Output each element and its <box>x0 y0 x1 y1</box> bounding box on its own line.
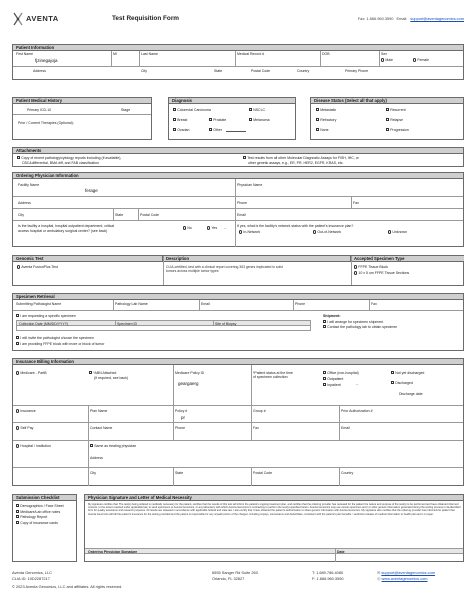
attachment-molecular-option[interactable]: Test results from all other Molecular Diagnostic Assays for FISH, IHC, or <box>243 156 359 160</box>
checklist-checkbox[interactable] <box>16 504 19 507</box>
header-fax: Fax: 1.866.960.3590 <box>357 16 394 21</box>
diagnosis-option[interactable]: Colorectal Carcinoma <box>173 108 211 112</box>
outpatient-option[interactable]: Outpatient <box>323 377 343 381</box>
physician-name-label: Physician Name <box>237 183 263 187</box>
specimen-sections-option[interactable]: 10 x 5 um FFPE Tissue Sections <box>354 271 409 275</box>
dob-label: DOB <box>322 52 330 56</box>
disease-checkbox[interactable] <box>316 108 319 111</box>
hospital-country-label: Country <box>341 471 354 475</box>
arrow-right-icon: → <box>223 226 227 230</box>
diagnosis-checkbox[interactable] <box>173 108 176 111</box>
form-title: Test Requisition Form <box>112 15 179 22</box>
providing-ffpe-option[interactable]: I am providing FFPE block with more or block of tumor <box>16 342 104 346</box>
patient-row-1 <box>13 51 463 66</box>
insurance-billing-section <box>12 358 464 486</box>
insurance-option[interactable]: Insurance <box>16 409 36 413</box>
primary-icd-label: Primary ICD-10 <box>27 108 52 112</box>
disease-option[interactable]: Progression <box>386 128 409 132</box>
disease-status-header: Disease Status (Select all that apply) <box>311 98 463 104</box>
physician-signature-section <box>84 494 464 562</box>
diagnosis-checkbox[interactable] <box>173 128 176 131</box>
hospital-option[interactable]: Hospital / Institution <box>16 444 51 448</box>
network-status-question: If yes, what is the facility's network status with the patient's insurance plan? <box>237 224 354 228</box>
discharged-option[interactable]: Discharged <box>391 381 413 385</box>
sex-female-radio[interactable] <box>413 58 416 61</box>
hospital-city-row <box>13 467 463 486</box>
diagnosis-option[interactable]: Melanoma <box>249 118 270 122</box>
medical-history-header: Patient Medical History <box>13 98 151 104</box>
test-selection-section <box>12 255 464 286</box>
attachment-molecular-detail: other genetic assays, e.g., ER, PR, HER2, EGFR, KRAS, etc. <box>248 160 344 165</box>
checklist-item[interactable]: Demographics / Face Sheet <box>16 504 64 508</box>
submission-checklist-header: Submission Checklist <box>13 495 76 501</box>
prior-therapies-label: Prior / Current Therapies (Optional): <box>18 121 74 125</box>
disease-checkbox[interactable] <box>316 128 319 131</box>
patient-information-header: Patient Information <box>13 45 463 51</box>
brand-logo <box>12 12 59 26</box>
prior-therapies-row <box>13 114 151 140</box>
diagnosis-option[interactable]: NSCLC <box>249 108 265 112</box>
arrange-shipment-checkbox[interactable] <box>323 320 326 323</box>
patient-row-2 <box>13 66 463 80</box>
discharge-date-label: Discharge date <box>399 392 423 396</box>
first-name-label: First Name <box>16 52 34 56</box>
disease-option[interactable]: Metastatic <box>316 108 336 112</box>
prior-authorization-label: Prior Authorization # <box>341 409 373 413</box>
signature-entry-row <box>85 553 463 562</box>
first-name-field[interactable]: fjzinegajoja <box>35 58 58 63</box>
ordering-physician-header: Ordering Physician Information <box>13 173 463 179</box>
diagnosis-section <box>168 97 296 140</box>
pathologist-email-label: Email <box>201 301 210 306</box>
office-option[interactable]: Office (non-hospital) <box>323 371 359 375</box>
providing-ffpe-checkbox[interactable] <box>16 342 19 345</box>
diagnosis-option[interactable]: Prostate <box>209 118 226 122</box>
disease-option[interactable]: Refractory <box>316 118 336 122</box>
billing-fax-label: Fax <box>253 426 259 430</box>
hospital-state-label: State <box>175 471 184 475</box>
insurance-billing-header: Insurance Billing Information <box>13 359 463 365</box>
checklist-item[interactable]: Medicare/Lab office notes <box>16 510 60 514</box>
physician-row-1 <box>13 179 463 196</box>
footer-company: Aventa Genomics, LLC <box>12 570 52 575</box>
signature-date-field[interactable] <box>336 554 464 563</box>
physician-address-label: Address <box>18 201 31 205</box>
physician-email-label: Email <box>237 213 246 217</box>
stage-label: Stage <box>121 108 131 112</box>
checklist-item[interactable]: Copy of insurance cards <box>16 521 58 525</box>
self-pay-row <box>13 422 463 440</box>
ordering-physician-section <box>12 172 464 247</box>
site-biopsy-label: Site of Biopsy <box>215 321 237 326</box>
aventa-logo-icon <box>12 12 24 26</box>
country-label: Country <box>297 69 310 73</box>
page-footer <box>12 566 464 596</box>
specimen-id-label: Specimen ID <box>117 321 138 326</box>
header-email-link[interactable]: support@aventagenomics.com <box>410 16 464 21</box>
pathology-lab-label: Pathology Lab Name <box>115 301 148 306</box>
policy-number-field[interactable]: pr <box>181 415 186 420</box>
checklist-checkbox[interactable] <box>16 510 19 513</box>
specimen-block-radio[interactable] <box>354 265 357 268</box>
hospital-address-label: Address <box>90 456 103 460</box>
diagnosis-other-line[interactable] <box>226 131 246 132</box>
test-description: CLIA-certified, test with a clinical report covering 363 genes implicated in solid tumors across multiple tumor types <box>166 265 283 274</box>
signature-field[interactable] <box>85 554 335 563</box>
same-as-physician-checkbox[interactable] <box>90 444 93 447</box>
attachment-checkbox[interactable] <box>243 156 246 159</box>
attachment-pathology-detail: CBC&differential, BMA diff, and FAB classification <box>22 160 99 165</box>
checklist-checkbox[interactable] <box>16 521 19 524</box>
primary-phone-label: Primary Phone <box>345 69 369 73</box>
outpatient-checkbox[interactable] <box>323 377 326 380</box>
out-network-option[interactable]: Out-of-Network <box>313 230 341 234</box>
footer-email-link[interactable]: support@aventagenomics.com <box>381 570 436 575</box>
diagnosis-option[interactable]: Ovarian <box>173 128 189 132</box>
physician-signature-header: Physician Signature and Letter of Medical Necessity <box>85 495 463 501</box>
medicare-option[interactable]: Medicare - PartB <box>16 371 47 375</box>
in-network-option[interactable]: In-Network <box>239 230 260 234</box>
physician-postal-label: Postal Code <box>140 213 160 217</box>
abn-option[interactable]: *ABN Attached <box>89 371 116 375</box>
patient-status-label-2: of specimen collection: <box>253 375 289 379</box>
specimen-block-option[interactable]: FFPE Tissue Block <box>354 265 388 269</box>
same-as-physician-option[interactable]: Same as treating physician <box>90 444 136 448</box>
not-discharged-checkbox[interactable] <box>391 371 394 374</box>
medical-history-section <box>12 97 152 140</box>
sex-male-option[interactable]: Male <box>381 58 393 62</box>
disease-checkbox[interactable] <box>386 108 389 111</box>
network-question-line2: access hospital or ambulatory surgical center? (see back) <box>18 228 108 233</box>
last-name-label: Last Name <box>141 52 158 56</box>
diagnosis-header: Diagnosis <box>169 98 295 104</box>
specimen-detail-entry[interactable] <box>16 326 311 331</box>
attachments-section <box>12 147 464 167</box>
hospital-radio[interactable] <box>16 444 19 447</box>
physician-row-3 <box>13 208 463 220</box>
footer-fax: F: 1.866.960.3590 <box>312 576 344 581</box>
network-yes-option[interactable]: Yes <box>207 226 217 230</box>
network-yes-radio[interactable] <box>207 226 210 229</box>
sex-male-radio[interactable] <box>381 58 384 61</box>
requesting-specimen-option[interactable]: I am requesting a specific specimen <box>16 314 76 318</box>
insurance-radio[interactable] <box>16 409 19 412</box>
attachment-pathology-option[interactable]: Copy of recent pathology/cytology reports including (if available), <box>17 156 121 160</box>
postal-label: Postal Code <box>251 69 271 73</box>
insurance-plan-row <box>13 405 463 422</box>
address-label: Address <box>33 69 46 73</box>
collection-date-label: Collection Date (MM/DD/YYYY) <box>19 321 69 326</box>
submitting-pathologist-label: Submitting Pathologist Name <box>16 301 62 306</box>
out-network-radio[interactable] <box>313 230 316 233</box>
disease-status-section <box>310 97 464 140</box>
city-label: City <box>141 69 148 73</box>
group-number-label: Group # <box>253 409 266 413</box>
disease-checkbox[interactable] <box>316 118 319 121</box>
pathologist-phone-label: Phone <box>295 301 306 306</box>
fusionplus-test-option[interactable]: Aventa FusionPlus Test <box>17 265 58 269</box>
contact-lab-option[interactable]: Contact the pathology lab to obtain specimen <box>323 325 397 329</box>
pathologist-fax-label: Fax <box>371 301 377 306</box>
diagnosis-option[interactable]: Breast <box>173 118 187 122</box>
physician-fax-label: Fax <box>353 201 359 205</box>
specimen-retrieval-header: Specimen Retrieval <box>13 294 463 300</box>
physician-state-label: State <box>115 213 124 217</box>
diagnosis-option[interactable]: Other <box>209 128 222 132</box>
arrange-shipment-option[interactable]: I will arrange for specimen shipment <box>323 320 383 324</box>
globe-icon: ◎ <box>377 576 382 581</box>
header-email-label: Email: <box>396 16 408 21</box>
abn-note: (If required, see back) <box>94 376 129 380</box>
diagnosis-checkbox[interactable] <box>209 118 212 121</box>
specimen-type-header: Accepted Specimen Type <box>351 256 464 262</box>
fusionplus-test-radio[interactable] <box>17 265 20 268</box>
office-checkbox[interactable] <box>323 371 326 374</box>
sex-label: Sex <box>381 52 388 56</box>
disease-checkbox[interactable] <box>386 118 389 121</box>
in-network-radio[interactable] <box>239 230 242 233</box>
network-no-radio[interactable] <box>183 226 186 229</box>
specimen-options-area <box>13 310 463 350</box>
brand-name: AVENTA <box>26 13 59 23</box>
self-pay-option[interactable]: Self Pay <box>16 426 33 430</box>
genomic-test-header: Genomic Test <box>13 256 163 262</box>
facility-name-label: Facility Name <box>18 183 40 187</box>
disease-checkbox[interactable] <box>386 128 389 131</box>
shipment-label: Shipment: <box>323 314 341 318</box>
diagnosis-checkbox[interactable] <box>209 128 212 131</box>
requesting-specimen-checkbox[interactable] <box>16 314 19 317</box>
checklist-checkbox[interactable] <box>16 515 19 518</box>
abn-checkbox[interactable] <box>89 371 92 374</box>
footer-address-2: Orlando, FL 32827 <box>212 576 245 581</box>
network-question-line1: Is the facility a hospital, hospital outpatient department, critical <box>18 224 115 228</box>
header-contact <box>358 17 464 21</box>
footer-clia: CLIA ID: 10D2287217 <box>12 576 50 581</box>
hospital-row <box>13 440 463 467</box>
inpatient-checkbox[interactable] <box>323 383 326 386</box>
footer-address-1: 6555 Sanger Rd Suite 260 <box>212 570 258 575</box>
hospital-city-label: City <box>90 471 97 475</box>
plan-name-label: Plan Name <box>90 409 108 413</box>
signature-date-label: Date <box>337 549 345 554</box>
disease-option[interactable]: None <box>316 128 329 132</box>
invite-pathologist-checkbox[interactable] <box>16 336 19 339</box>
discharged-checkbox[interactable] <box>391 381 394 384</box>
physician-row-2 <box>13 196 463 208</box>
specimen-row-1 <box>13 300 463 310</box>
form-header <box>12 12 464 32</box>
diagnosis-checkbox[interactable] <box>249 118 252 121</box>
unknown-network-radio[interactable] <box>388 230 391 233</box>
physician-phone-label: Phone <box>237 201 248 205</box>
inpatient-option[interactable]: Inpatient <box>323 383 341 387</box>
attachment-checkbox[interactable] <box>17 156 20 159</box>
state-label: State <box>214 69 223 73</box>
contact-lab-checkbox[interactable] <box>323 325 326 328</box>
mi-label: MI <box>113 52 117 56</box>
medicare-radio[interactable] <box>16 371 19 374</box>
footer-tel: T: 1.689.786.4080 <box>312 570 344 575</box>
medicare-policy-label: Medicare Policy ID <box>175 371 205 375</box>
diagnosis-checkbox[interactable] <box>249 108 252 111</box>
medical-necessity-text: My signature certifies that: The test(s) being ordered is medically necessary for the patient, certifies that the results of this test will inform the patient's ongoing treatment plan, and certifies that the ordering provider has reviewed for the patient the nature and purpose of the test(s) to be performed and have obtained informed consent, to the extent required under applicable law, to send specimens to Aventa Genomics, or any laboratory with which Aventa Genomics is contracting to perform the test(s) specified herein. Aventa Genomics may use excess specimen and / or other genetic information generated during the testing process in de-identified form for quality assurance and research purposes. All results are released in accordance with applicable federal and state law. I also certify that I have obtained the patient's authorization to share genetic information with Aventa Genomics. My signature also certifies that the ordering provider has informed the patient that Aventa Genomics will bill the patient's insurance for the testing provided and the patient is responsible for any unpaid portion of the charges, including copays, coinsurance and deductibles, consistent with the patient's plan benefits. I authorize release of medical information to health plan and / or payer. <box>88 503 461 516</box>
patient-information-section <box>12 44 464 80</box>
checklist-item[interactable]: Pathology Report <box>16 515 47 519</box>
specimen-retrieval-section <box>12 293 464 351</box>
submission-checklist-section <box>12 494 77 562</box>
description-header: Description <box>163 256 351 262</box>
network-no-option[interactable]: No <box>183 226 192 230</box>
mrn-label: Medical Record # <box>237 52 265 56</box>
patient-status-label-1: *Patient status at the time <box>253 371 293 375</box>
arrow-right-icon: → <box>355 382 359 386</box>
mail-icon: ✉ <box>377 570 382 575</box>
disease-option[interactable]: Relapse <box>386 118 403 122</box>
unknown-network-option[interactable]: Unknown <box>388 230 407 234</box>
footer-copyright: © 2023 Aventa Genomics, LLC and affiliates. All rights reserved. <box>12 584 123 589</box>
footer-email-entry <box>377 571 435 575</box>
footer-website-entry <box>377 577 428 581</box>
self-pay-radio[interactable] <box>16 426 19 429</box>
billing-email-label: Email <box>341 426 350 430</box>
policy-number-label: Policy # <box>175 409 188 413</box>
hospital-postal-label: Postal Code <box>253 471 273 475</box>
medicare-policy-field[interactable]: geargaerg <box>178 381 199 386</box>
ordering-signature-label: Ordering Physician Signature <box>88 549 138 554</box>
medicare-row <box>13 365 463 405</box>
sex-female-option[interactable]: Female <box>413 58 429 62</box>
disease-option[interactable]: Recurrent <box>386 108 406 112</box>
billing-phone-label: Phone <box>175 426 186 430</box>
network-status-row <box>13 220 463 247</box>
footer-website-link[interactable]: www.aventagenomics.com <box>381 576 428 581</box>
diagnosis-checkbox[interactable] <box>173 118 176 121</box>
physician-city-label: City <box>18 213 25 217</box>
contact-name-label: Contact Name <box>90 426 113 430</box>
invite-pathologist-option[interactable]: I will invite the pathologist choose the specimen <box>16 336 94 340</box>
attachments-header: Attachments <box>13 148 463 154</box>
not-discharged-option[interactable]: Not yet discharged <box>391 371 424 375</box>
facility-name-field[interactable]: ferage <box>85 188 98 193</box>
specimen-sections-radio[interactable] <box>354 271 357 274</box>
